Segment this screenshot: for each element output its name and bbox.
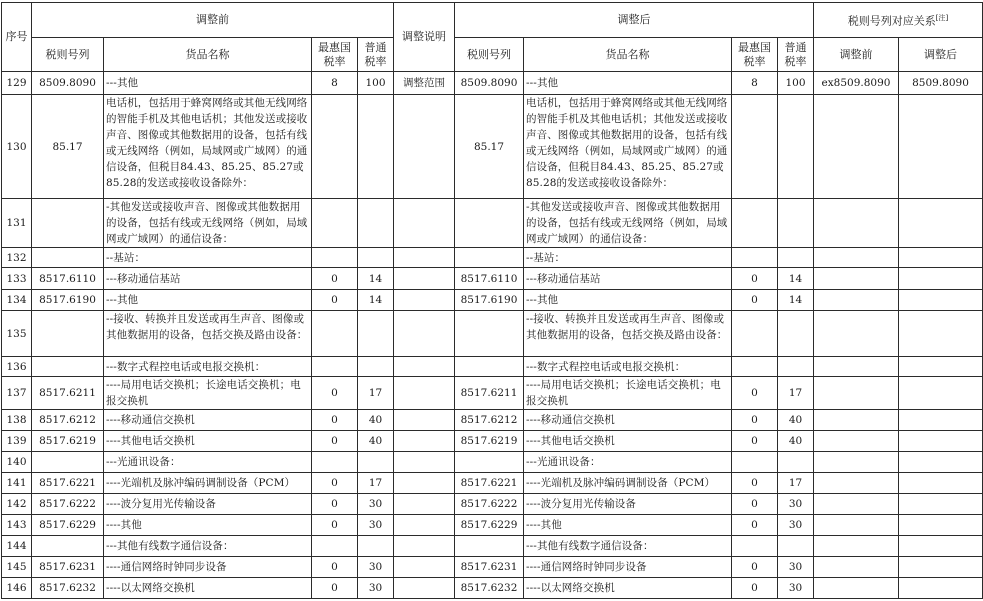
mfn-after-cell [732,95,778,199]
name-after-cell: ----以太网络交换机 [524,578,732,599]
name-after-cell: ---光通讯设备： [524,452,732,473]
name-after-cell: --基站： [524,248,732,268]
code-after-cell: 8517.6221 [455,473,524,494]
table-row [2,557,983,578]
general-after-header: 普通税率 [778,38,814,72]
map-after-cell [899,268,983,290]
general-before-cell: 30 [358,578,394,599]
table-row [2,268,983,290]
general-before-cell: 30 [358,494,394,515]
seq-cell: 142 [2,494,32,515]
mfn-after-cell: 0 [732,494,778,515]
seq-cell: 145 [2,557,32,578]
general-after-cell: 30 [778,494,814,515]
general-after-cell [778,248,814,268]
code-after-cell [455,452,524,473]
general-after-cell: 40 [778,431,814,452]
name-after-cell: ---其他 [524,72,732,95]
name-before-cell: -其他发送或接收声音、图像或其他数据用的设备，包括有线或无线网络（例如，局域网或广域网）的通信设备： [104,199,312,248]
seq-cell: 140 [2,452,32,473]
code-after-cell: 8517.6110 [455,268,524,290]
mfn-before-cell: 0 [312,410,358,431]
name-before-cell: ---其他 [104,290,312,311]
mfn-after-cell: 0 [732,290,778,311]
seq-cell: 132 [2,248,32,268]
seq-cell: 138 [2,410,32,431]
general-before-cell [358,248,394,268]
general-before-cell: 30 [358,557,394,578]
seq-cell: 143 [2,515,32,536]
table-row [2,290,983,311]
code-before-cell: 8517.6212 [32,410,104,431]
map-after-cell [899,494,983,515]
code-before-cell [32,311,104,357]
seq-cell: 139 [2,431,32,452]
mfn-after-cell [732,199,778,248]
mfn-before-cell: 0 [312,557,358,578]
table-row [2,536,983,557]
map-after-cell [899,311,983,357]
adjustment-note-cell [394,452,455,473]
seq-cell: 129 [2,72,32,95]
map-before-cell [814,515,899,536]
name-after-cell: ----局用电话交换机；长途电话交换机；电报交换机 [524,377,732,410]
name-before-cell: ----光端机及脉冲编码调制设备（PCM） [104,473,312,494]
general-before-header: 普通税率 [358,38,394,72]
map-after-cell [899,536,983,557]
map-after-cell [899,410,983,431]
map-before-cell [814,377,899,410]
map-before-cell [814,95,899,199]
map-before-cell [814,268,899,290]
name-before-header: 货品名称 [104,38,312,72]
mfn-before-cell [312,248,358,268]
general-after-cell: 40 [778,410,814,431]
before-group-header: 调整前 [32,3,394,38]
general-before-cell [358,199,394,248]
mfn-after-cell: 0 [732,377,778,410]
adjustment-note-cell: 调整范围 [394,72,455,95]
mfn-after-cell [732,248,778,268]
map-before-cell [814,473,899,494]
table-row [2,357,983,377]
general-after-cell: 17 [778,377,814,410]
mfn-after-cell [732,452,778,473]
general-after-cell: 30 [778,515,814,536]
code-before-cell [32,248,104,268]
general-before-cell: 17 [358,377,394,410]
name-before-cell: 电话机，包括用于蜂窝网络或其他无线网络的智能手机及其他电话机；其他发送或接收声音、图像或其他数据用的设备，包括有线或无线网络（例如，局域网或广域网）的通信设备，但税目84.43、85.25、85.27或85.28的发送或接收设备除外： [104,95,312,199]
code-before-cell: 8517.6232 [32,578,104,599]
seq-cell: 141 [2,473,32,494]
map-after-cell [899,357,983,377]
adjustment-note-cell [394,290,455,311]
name-after-cell: --接收、转换并且发送或再生声音、图像或其他数据用的设备，包括交换及路由设备： [524,311,732,357]
adjustment-note-cell [394,578,455,599]
code-after-header: 税则号列 [455,38,524,72]
mapping-footnote-marker: [注] [935,14,949,23]
mfn-before-cell [312,357,358,377]
code-after-cell [455,311,524,357]
mfn-after-cell [732,311,778,357]
adjustment-note-cell [394,473,455,494]
code-before-cell [32,199,104,248]
mfn-after-cell: 0 [732,431,778,452]
map-after-cell [899,557,983,578]
table-row [2,578,983,599]
mfn-after-cell: 0 [732,268,778,290]
code-before-cell: 8517.6231 [32,557,104,578]
tariff-adjustment-table [1,2,983,599]
seq-cell: 144 [2,536,32,557]
code-after-cell: 8517.6190 [455,290,524,311]
table-row [2,431,983,452]
mfn-before-cell: 0 [312,431,358,452]
name-before-cell: ---其他 [104,72,312,95]
code-before-cell: 8517.6110 [32,268,104,290]
map-after-cell [899,290,983,311]
code-after-cell [455,536,524,557]
mfn-after-cell: 0 [732,515,778,536]
map-after-cell [899,377,983,410]
code-before-cell: 85.17 [32,95,104,199]
general-before-cell [358,536,394,557]
general-before-cell: 100 [358,72,394,95]
adjustment-note-cell [394,494,455,515]
adjustment-note-cell [394,248,455,268]
map-after-cell [899,515,983,536]
map-before-cell [814,557,899,578]
general-before-cell: 40 [358,410,394,431]
table-row [2,473,983,494]
adjustment-note-cell [394,536,455,557]
map-after-cell [899,452,983,473]
code-after-cell [455,199,524,248]
code-after-cell: 8509.8090 [455,72,524,95]
code-after-cell: 8517.6212 [455,410,524,431]
general-after-cell [778,536,814,557]
name-after-cell: -其他发送或接收声音、图像或其他数据用的设备，包括有线或无线网络（例如，局域网或广域网）的通信设备： [524,199,732,248]
seq-cell: 133 [2,268,32,290]
adjustment-note-cell [394,410,455,431]
general-after-cell [778,199,814,248]
map-before-cell [814,494,899,515]
code-before-header: 税则号列 [32,38,104,72]
table-row [2,494,983,515]
map-before-header: 调整前 [814,38,899,72]
mfn-before-header: 最惠国税率 [312,38,358,72]
mfn-after-cell: 8 [732,72,778,95]
seq-header: 序号 [2,3,32,72]
general-before-cell: 14 [358,268,394,290]
map-after-cell [899,578,983,599]
name-before-cell: ----其他电话交换机 [104,431,312,452]
seq-cell: 146 [2,578,32,599]
name-before-cell: ---光通讯设备： [104,452,312,473]
map-before-cell [814,410,899,431]
after-group-header: 调整后 [455,3,814,38]
code-after-cell [455,357,524,377]
code-before-cell [32,357,104,377]
adjustment-note-cell [394,357,455,377]
map-before-cell [814,199,899,248]
general-before-cell: 17 [358,473,394,494]
name-before-cell: ----局用电话交换机；长途电话交换机；电报交换机 [104,377,312,410]
map-after-cell: 8509.8090 [899,72,983,95]
header-row-groups [2,3,983,38]
map-after-cell [899,95,983,199]
name-after-cell: ----通信网络时钟同步设备 [524,557,732,578]
name-before-cell: ----其他 [104,515,312,536]
general-before-cell [358,95,394,199]
adjustment-note-cell [394,311,455,357]
table-row [2,311,983,357]
name-before-cell: --接收、转换并且发送或再生声音、图像或其他数据用的设备，包括交换及路由设备： [104,311,312,357]
name-after-cell: ---其他有线数字通信设备： [524,536,732,557]
name-after-cell: ----其他电话交换机 [524,431,732,452]
seq-cell: 130 [2,95,32,199]
general-after-cell [778,452,814,473]
general-before-cell [358,452,394,473]
general-after-cell: 17 [778,473,814,494]
seq-cell: 135 [2,311,32,357]
mfn-after-cell [732,536,778,557]
name-before-cell: ----移动通信交换机 [104,410,312,431]
code-after-cell: 85.17 [455,95,524,199]
name-before-cell: ---移动通信基站 [104,268,312,290]
mfn-before-cell: 0 [312,578,358,599]
name-before-cell: ----以太网络交换机 [104,578,312,599]
name-after-cell: ----移动通信交换机 [524,410,732,431]
table-row [2,515,983,536]
mfn-before-cell: 0 [312,268,358,290]
general-after-cell [778,357,814,377]
seq-cell: 136 [2,357,32,377]
mfn-after-cell: 0 [732,410,778,431]
code-before-cell: 8517.6221 [32,473,104,494]
name-after-cell: 电话机，包括用于蜂窝网络或其他无线网络的智能手机及其他电话机；其他发送或接收声音、图像或其他数据用的设备，包括有线或无线网络（例如，局域网或广域网）的通信设备，但税目84.43、85.25、85.27或85.28的发送或接收设备除外： [524,95,732,199]
code-before-cell [32,536,104,557]
map-before-cell [814,248,899,268]
code-before-cell: 8517.6219 [32,431,104,452]
general-after-cell: 30 [778,578,814,599]
general-before-cell: 14 [358,290,394,311]
table-row [2,95,983,199]
adjustment-note-cell [394,557,455,578]
mfn-after-cell: 0 [732,557,778,578]
map-after-cell [899,473,983,494]
mfn-before-cell: 0 [312,290,358,311]
mfn-before-cell [312,95,358,199]
name-after-cell: ---移动通信基站 [524,268,732,290]
name-before-cell: ----波分复用光传输设备 [104,494,312,515]
mfn-before-cell [312,199,358,248]
mfn-before-cell: 8 [312,72,358,95]
name-before-cell: ---数字式程控电话或电报交换机： [104,357,312,377]
name-before-cell: ----通信网络时钟同步设备 [104,557,312,578]
map-after-cell [899,199,983,248]
general-before-cell: 30 [358,515,394,536]
code-after-cell: 8517.6219 [455,431,524,452]
adjustment-note-cell [394,515,455,536]
map-after-cell [899,431,983,452]
adjustment-note-cell [394,95,455,199]
table-row [2,248,983,268]
code-before-cell [32,452,104,473]
name-after-header: 货品名称 [524,38,732,72]
map-before-cell [814,578,899,599]
map-before-cell [814,357,899,377]
header-row-columns [2,38,983,72]
mfn-before-cell [312,536,358,557]
name-after-cell: ----光端机及脉冲编码调制设备（PCM） [524,473,732,494]
mfn-after-cell [732,357,778,377]
general-after-cell [778,311,814,357]
general-before-cell: 40 [358,431,394,452]
table-row [2,452,983,473]
general-after-cell: 14 [778,268,814,290]
name-before-cell: ---其他有线数字通信设备： [104,536,312,557]
seq-cell: 134 [2,290,32,311]
code-after-cell: 8517.6231 [455,557,524,578]
general-after-cell: 30 [778,557,814,578]
code-after-cell: 8517.6232 [455,578,524,599]
mapping-group-label: 税则号列对应关系 [847,14,936,28]
seq-cell: 137 [2,377,32,410]
mfn-after-header: 最惠国税率 [732,38,778,72]
general-before-cell [358,357,394,377]
table-row [2,377,983,410]
seq-cell: 131 [2,199,32,248]
mfn-before-cell [312,311,358,357]
mfn-after-cell: 0 [732,473,778,494]
general-before-cell [358,311,394,357]
code-before-cell: 8517.6211 [32,377,104,410]
mfn-before-cell: 0 [312,494,358,515]
name-before-cell: --基站： [104,248,312,268]
map-before-cell [814,431,899,452]
map-before-cell [814,311,899,357]
map-before-cell [814,452,899,473]
mfn-before-cell: 0 [312,473,358,494]
adjustment-note-cell [394,377,455,410]
mfn-after-cell: 0 [732,578,778,599]
adjustment-note-cell [394,199,455,248]
map-before-cell [814,536,899,557]
map-after-header: 调整后 [899,38,983,72]
code-before-cell: 8509.8090 [32,72,104,95]
table-row [2,199,983,248]
general-after-cell [778,95,814,199]
mapping-group-header [814,3,983,38]
mfn-before-cell: 0 [312,377,358,410]
code-after-cell: 8517.6229 [455,515,524,536]
map-before-cell [814,290,899,311]
map-before-cell: ex8509.8090 [814,72,899,95]
code-before-cell: 8517.6190 [32,290,104,311]
general-after-cell: 14 [778,290,814,311]
code-after-cell: 8517.6222 [455,494,524,515]
code-before-cell: 8517.6229 [32,515,104,536]
code-after-cell: 8517.6211 [455,377,524,410]
adjustment-note-header: 调整说明 [394,3,455,72]
name-after-cell: ----其他 [524,515,732,536]
name-after-cell: ---数字式程控电话或电报交换机： [524,357,732,377]
adjustment-note-cell [394,268,455,290]
table-row [2,72,983,95]
code-after-cell [455,248,524,268]
name-after-cell: ----波分复用光传输设备 [524,494,732,515]
mfn-before-cell: 0 [312,515,358,536]
general-after-cell: 100 [778,72,814,95]
table-row [2,410,983,431]
adjustment-note-cell [394,431,455,452]
code-before-cell: 8517.6222 [32,494,104,515]
name-after-cell: ---其他 [524,290,732,311]
map-after-cell [899,248,983,268]
mfn-before-cell [312,452,358,473]
